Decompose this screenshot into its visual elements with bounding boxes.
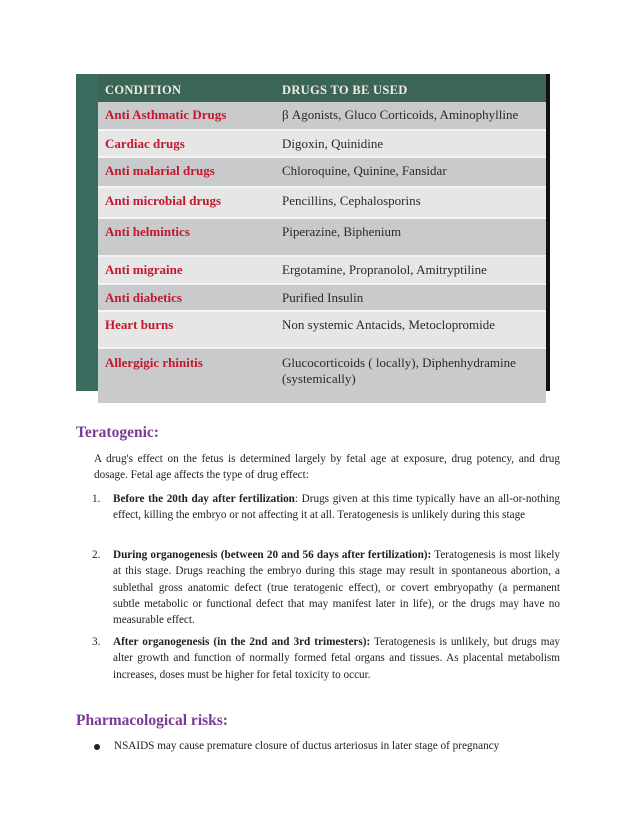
drugs-cell: Pencillins, Cephalosporins (282, 193, 421, 208)
table-row (98, 158, 546, 188)
condition-cell: Anti malarial drugs (105, 163, 215, 178)
list-item-text: Teratogenesis is most likely at this stage. Drugs reaching the embryo during this stage may result in spontaneous abortion, a sublethal gross anatomic defect (true teratogenic effect), or covert embryopathy (a permanent subtle metabolic or functional defect that may manifest later in life), or the drugs may have no measurable effect. (113, 549, 560, 627)
list-number: 2. (92, 549, 101, 561)
bullet-item (94, 740, 499, 752)
list-item-bold: During organogenesis (between 20 and 56 days after fertilization): (113, 549, 432, 561)
condition-cell: Heart burns (105, 317, 174, 332)
list-item-bold: Before the 20th day after fertilization (113, 493, 295, 505)
table-row (98, 257, 546, 285)
condition-cell: Anti helmintics (105, 224, 190, 239)
condition-cell: Anti diabetics (105, 290, 182, 305)
list-item-bold: After organogenesis (in the 2nd and 3rd trimesters): (113, 636, 371, 648)
table-row (98, 285, 546, 312)
drugs-cell: Non systemic Antacids, Metoclopromide (282, 317, 496, 332)
teratogenic-intro: A drug's effect on the fetus is determined largely by fetal age at exposure, drug potency, and drug dosage. Fetal age affects the type of drug effect: (94, 453, 560, 482)
condition-cell: Anti Asthmatic Drugs (105, 107, 227, 122)
table-row (98, 349, 546, 403)
drugs-cell: β Agonists, Gluco Corticoids, Aminophylline (282, 107, 519, 122)
drugs-cell: Chloroquine, Quinine, Fansidar (282, 163, 447, 178)
list-item-text: Teratogenesis is unlikely, but drugs may alter growth and function of normally formed fetal organs and tissues. As placental metabolism increases, doses must be higher for fetal toxicity to occur. (113, 636, 561, 681)
condition-cell: Allergigic rhinitis (105, 355, 203, 370)
drugs-cell: Glucocorticoids ( locally), Diphenhydramine (systemically) (282, 355, 516, 386)
bullet-dot-icon (94, 744, 100, 750)
condition-cell: Anti migraine (105, 262, 183, 277)
drugs-cell: Digoxin, Quinidine (282, 136, 384, 151)
table-row (98, 312, 546, 349)
table-row (98, 102, 546, 131)
drug-table-figure (76, 74, 546, 391)
list-item-text: : Drugs given at this time typically have an all-or-nothing effect, killing the embryo or not affecting it at all. Teratogenesis is unlikely during this stage (113, 493, 561, 522)
teratogenic-heading: Teratogenic: (76, 424, 159, 441)
pharmacological-heading: Pharmacological risks: (76, 712, 228, 729)
header-drugs: DRUGS TO BE USED (282, 83, 408, 97)
condition-cell: Anti microbial drugs (105, 193, 222, 208)
table-header (98, 74, 546, 102)
table-row (98, 188, 546, 219)
list-item (94, 491, 560, 524)
condition-cell: Cardiac drugs (105, 136, 185, 151)
figure-right-border (546, 74, 550, 391)
table-row (98, 131, 546, 158)
list-number: 1. (92, 493, 101, 505)
list-item (94, 634, 560, 683)
bullet-text: NSAIDS may cause premature closure of ductus arteriosus in later stage of pregnancy (114, 740, 500, 752)
header-condition: CONDITION (105, 83, 182, 97)
drugs-cell: Purified Insulin (282, 290, 364, 305)
list-number: 3. (92, 636, 101, 648)
table-row (98, 219, 546, 257)
drugs-cell: Piperazine, Biphenium (282, 224, 402, 239)
drugs-cell: Ergotamine, Propranolol, Amitryptiline (282, 262, 487, 277)
list-item (94, 547, 560, 628)
table-rows (98, 102, 546, 403)
